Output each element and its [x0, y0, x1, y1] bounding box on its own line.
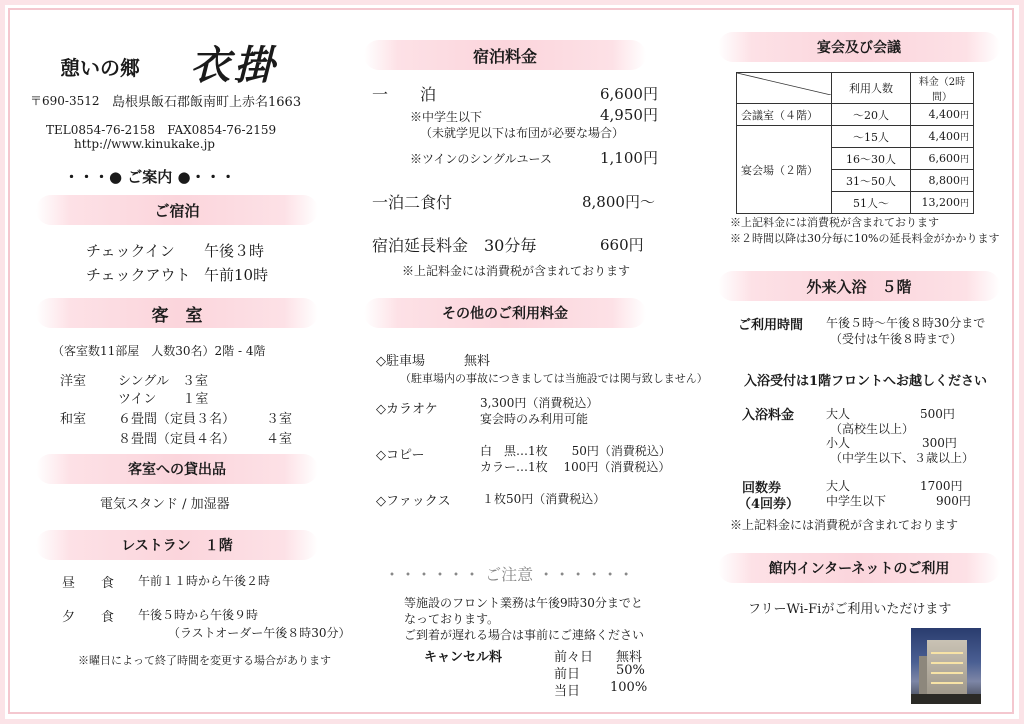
window-row	[931, 652, 963, 654]
cancel-day-1: 前日	[554, 667, 581, 682]
ticket-child-price: 900円	[936, 494, 971, 508]
japanese-label: 和室	[60, 412, 87, 427]
child-price: 4,950円	[600, 106, 658, 124]
fee-unit: 円	[959, 177, 969, 187]
lodging-header: 宿泊料金	[364, 40, 646, 70]
parking-value: 無料	[464, 354, 491, 369]
other-fees-header: その他のご利用料金	[364, 298, 646, 328]
ground	[911, 694, 981, 704]
cancel-fee-1: 50%	[616, 663, 645, 678]
ticket-adult-price: 1700円	[920, 479, 963, 493]
building-photo	[911, 628, 981, 704]
twin-single-label: ※ツインのシングルユース	[410, 152, 552, 166]
cancel-fee-0: 無料	[616, 650, 643, 665]
header-tagline: 憩いの郷	[60, 56, 140, 80]
row-people: 16～30人	[832, 148, 911, 170]
cancel-day-2: 当日	[554, 684, 581, 699]
rental-items: 電気スタンド / 加湿器	[100, 497, 230, 512]
copy-label: ◇コピー	[376, 448, 425, 463]
parking-note: （駐車場内の事故につきましては当施設では関与致しません）	[400, 372, 708, 385]
one-night-label: 一 泊	[372, 85, 437, 104]
diagonal-line	[737, 73, 831, 95]
rooms-summary: （客室数11部屋 人数30名）2階 - 4階	[52, 344, 266, 358]
hotel-name: 衣掛	[190, 42, 278, 89]
adult-label: 大人	[826, 407, 851, 421]
bath-hours: 午後５時～午後８時30分まで	[826, 316, 986, 330]
ticket-label: 回数券	[742, 481, 782, 496]
child-note: （未就学児以下は布団が必要な場合）	[420, 126, 625, 140]
dinner-time: 午後５時から午後９時	[138, 608, 259, 622]
row-people: ～15人	[832, 126, 911, 148]
row-fee: 4,400	[928, 108, 960, 121]
caution-line2: なっております。	[404, 612, 500, 626]
caution-title: ・・・・・・ ご注意 ・・・・・・	[384, 565, 635, 584]
meeting-room-cell: 会議室（４階）	[737, 104, 832, 126]
bath-hours-label: ご利用時間	[738, 318, 804, 333]
restaurant-header: レストラン １階	[36, 530, 318, 560]
lodging-tax-note: ※上記料金には消費税が含まれております	[402, 264, 631, 278]
restaurant-note: ※曜日によって終了時間を変更する場合があります	[78, 654, 331, 667]
banquet-header: 宴会及び会議	[718, 32, 1000, 62]
internet-text: フリーWi-Fiがご利用いただけます	[748, 602, 952, 617]
stay-header: ご宿泊	[36, 195, 318, 225]
banquet-hall-cell: 宴会場（２階）	[737, 126, 832, 214]
child-bath-price: 300円	[922, 436, 957, 450]
twin-single-price: 1,100円	[600, 149, 658, 167]
lunch-time: 午前１１時から午後２時	[138, 574, 271, 588]
six-mat-rooms: ６畳間（定員３名）	[118, 412, 236, 427]
checkout-time: 午前10時	[204, 266, 269, 284]
row-fee-cell	[911, 104, 974, 126]
address: 島根県飯石郡飯南町上赤名1663	[112, 95, 302, 110]
bath-hours-note: （受付は午後８時まで）	[830, 332, 963, 346]
ticket-child: 中学生以下	[826, 494, 887, 508]
banquet-note2: ※２時間以降は30分毎に10%の延長料金がかかります	[730, 232, 1000, 245]
contact-numbers: TEL0854-76-2158 FAX0854-76-2159	[46, 123, 277, 137]
row-fee: 4,400	[928, 130, 960, 143]
col-people-header: 利用人数	[832, 73, 911, 104]
child-bath-note: （中学生以下、３歳以上）	[830, 451, 975, 465]
child-bath-label: 小人	[826, 436, 851, 450]
ticket-count: （4回券）	[738, 497, 800, 512]
window-row	[931, 672, 963, 674]
fax-price: １枚50円（消費税込）	[482, 492, 606, 506]
karaoke-price: 3,300円（消費税込）	[480, 396, 599, 410]
bath-header: 外来入浴 ５階	[718, 271, 1000, 301]
two-meals-price: 8,800円～	[582, 193, 655, 211]
ticket-adult: 大人	[826, 479, 851, 493]
one-night-price: 6,600円	[600, 85, 658, 103]
copy-bw: 白 黒…1枚 50円（消費税込）	[480, 444, 671, 458]
bath-reception: 入浴受付は1階フロントへお越しください	[744, 374, 988, 389]
fee-unit: 円	[959, 133, 969, 143]
parking-label: ◇駐車場	[376, 354, 425, 369]
row-fee: 13,200	[921, 196, 960, 209]
copy-color: カラー…1枚 100円（消費税込）	[480, 460, 671, 474]
karaoke-note: 宴会時のみ利用可能	[480, 412, 589, 426]
window-row	[931, 682, 963, 684]
row-fee: 8,800	[928, 174, 960, 187]
rental-header: 客室への貸出品	[36, 454, 318, 484]
adult-note: （高校生以上）	[830, 422, 915, 436]
adult-price: 500円	[920, 407, 955, 421]
caution-line1: 等施設のフロント業務は午後9時30分までと	[404, 596, 643, 610]
col-fee-header: 料金（2時間）	[911, 73, 974, 104]
checkin-label: チェックイン	[86, 242, 175, 260]
row-people: 31～50人	[832, 170, 911, 192]
fax-label: ◇ファックス	[376, 494, 451, 509]
checkin-time: 午後３時	[204, 242, 265, 260]
lunch-label: 昼 食	[62, 576, 115, 591]
cancel-label: キャンセル料	[424, 650, 503, 665]
fee-unit: 円	[959, 155, 969, 165]
postal-code: 〒690-3512	[30, 94, 100, 108]
eight-mat-count: ４室	[266, 432, 293, 447]
karaoke-label: ◇カラオケ	[376, 402, 438, 417]
row-fee-cell	[911, 170, 974, 192]
bath-fee-label: 入浴料金	[742, 408, 795, 423]
row-fee-cell	[911, 192, 974, 214]
bath-tax-note: ※上記料金には消費税が含まれております	[730, 518, 959, 532]
fee-unit: 円	[959, 199, 969, 209]
six-mat-count: ３室	[266, 412, 293, 427]
row-people: 51人～	[832, 192, 911, 214]
last-order: （ラストオーダー午後８時30分）	[168, 626, 351, 640]
row-fee-cell	[911, 126, 974, 148]
building-main	[927, 640, 967, 700]
cancel-fee-2: 100%	[610, 680, 648, 695]
single-rooms: シングル ３室	[118, 374, 209, 389]
extension-price: 660円	[600, 236, 644, 254]
cancel-day-0: 前々日	[554, 650, 594, 665]
banquet-corner-cell	[737, 73, 832, 104]
window-row	[931, 662, 963, 664]
child-label: ※中学生以下	[410, 110, 483, 124]
western-label: 洋室	[60, 374, 87, 389]
website-url[interactable]: http://www.kinukake.jp	[74, 137, 215, 151]
row-fee-cell	[911, 148, 974, 170]
rooms-header: 客 室	[36, 298, 318, 328]
caution-line3: ご到着が遅れる場合は事前にご連絡ください	[404, 628, 645, 642]
twin-rooms: ツイン １室	[118, 392, 209, 407]
banquet-table	[736, 72, 974, 214]
extension-label: 宿泊延長料金 30分毎	[372, 236, 537, 255]
row-fee: 6,600	[928, 152, 960, 165]
fee-unit: 円	[959, 111, 969, 121]
two-meals-label: 一泊二食付	[372, 193, 453, 212]
checkout-label: チェックアウト	[86, 266, 191, 284]
row-people: ～20人	[832, 104, 911, 126]
banquet-note1: ※上記料金には消費税が含まれております	[730, 216, 939, 229]
guide-title: ・・・● ご案内 ●・・・	[64, 168, 236, 186]
dinner-label: 夕 食	[62, 610, 115, 625]
eight-mat-rooms: ８畳間（定員４名）	[118, 432, 236, 447]
internet-header: 館内インターネットのご利用	[718, 553, 1000, 583]
